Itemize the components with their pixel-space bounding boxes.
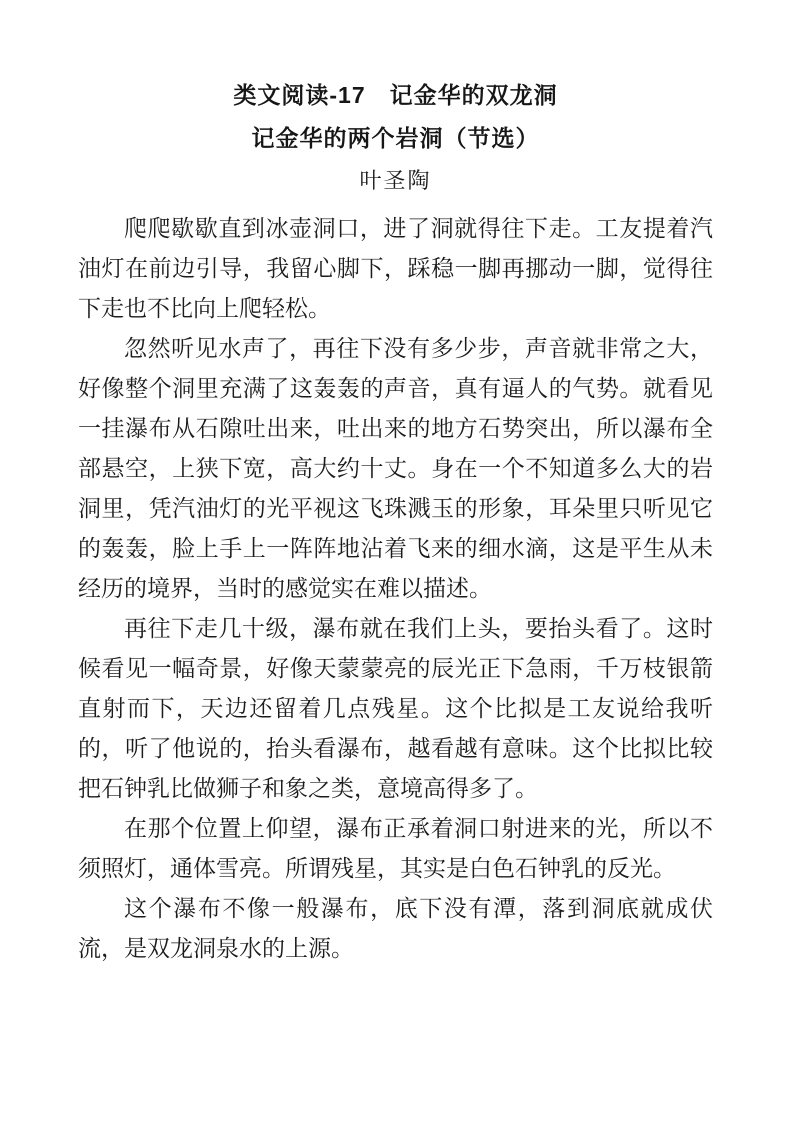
- paragraph-1: 爬爬歇歇直到冰壶洞口，进了洞就得往下走。工友提着汽油灯在前边引导，我留心脚下，踩稳一脚再挪动一脚，觉得往下走也不比向上爬轻松。: [78, 216, 713, 321]
- document-body: [78, 209, 713, 969]
- paragraph-4: 在那个位置上仰望，瀑布正承着洞口射进来的光，所以不须照灯，通体雪亮。所谓残星，其实是白色石钟乳的反光。: [78, 816, 713, 881]
- paragraph-5: 这个瀑布不像一般瀑布，底下没有潭，落到洞底就成伏流，是双龙洞泉水的上源。: [78, 896, 713, 961]
- paragraph-2: 忽然听见水声了，再往下没有多少步，声音就非常之大，好像整个洞里充满了这轰轰的声音，真有逼人的气势。就看见一挂瀑布从石隙吐出来，吐出来的地方石势突出，所以瀑布全部悬空，上狭下宽，高大约十丈。身在一个不知道多么大的岩洞里，凭汽油灯的光平视这飞珠溅玉的形象，耳朵里只听见它的轰轰，脸上手上一阵阵地沾着飞来的细水滴，这是平生从未经历的境界，当时的感觉实在难以描述。: [78, 336, 713, 601]
- paragraph-3: 再往下走几十级，瀑布就在我们上头，要抬头看了。这时候看见一幅奇景，好像天蒙蒙亮的辰光正下急雨，千万枝银箭直射而下，天边还留着几点残星。这个比拟是工友说给我听的，听了他说的，抬头看瀑布，越看越有意味。这个比拟比较把石钟乳比做狮子和象之类，意境高得多了。: [78, 616, 713, 801]
- author-name: 叶圣陶: [359, 168, 432, 193]
- page-title: 类文阅读-17 记金华的双龙洞: [233, 82, 558, 108]
- page-subtitle: 记金华的两个岩洞（节选）: [251, 125, 540, 151]
